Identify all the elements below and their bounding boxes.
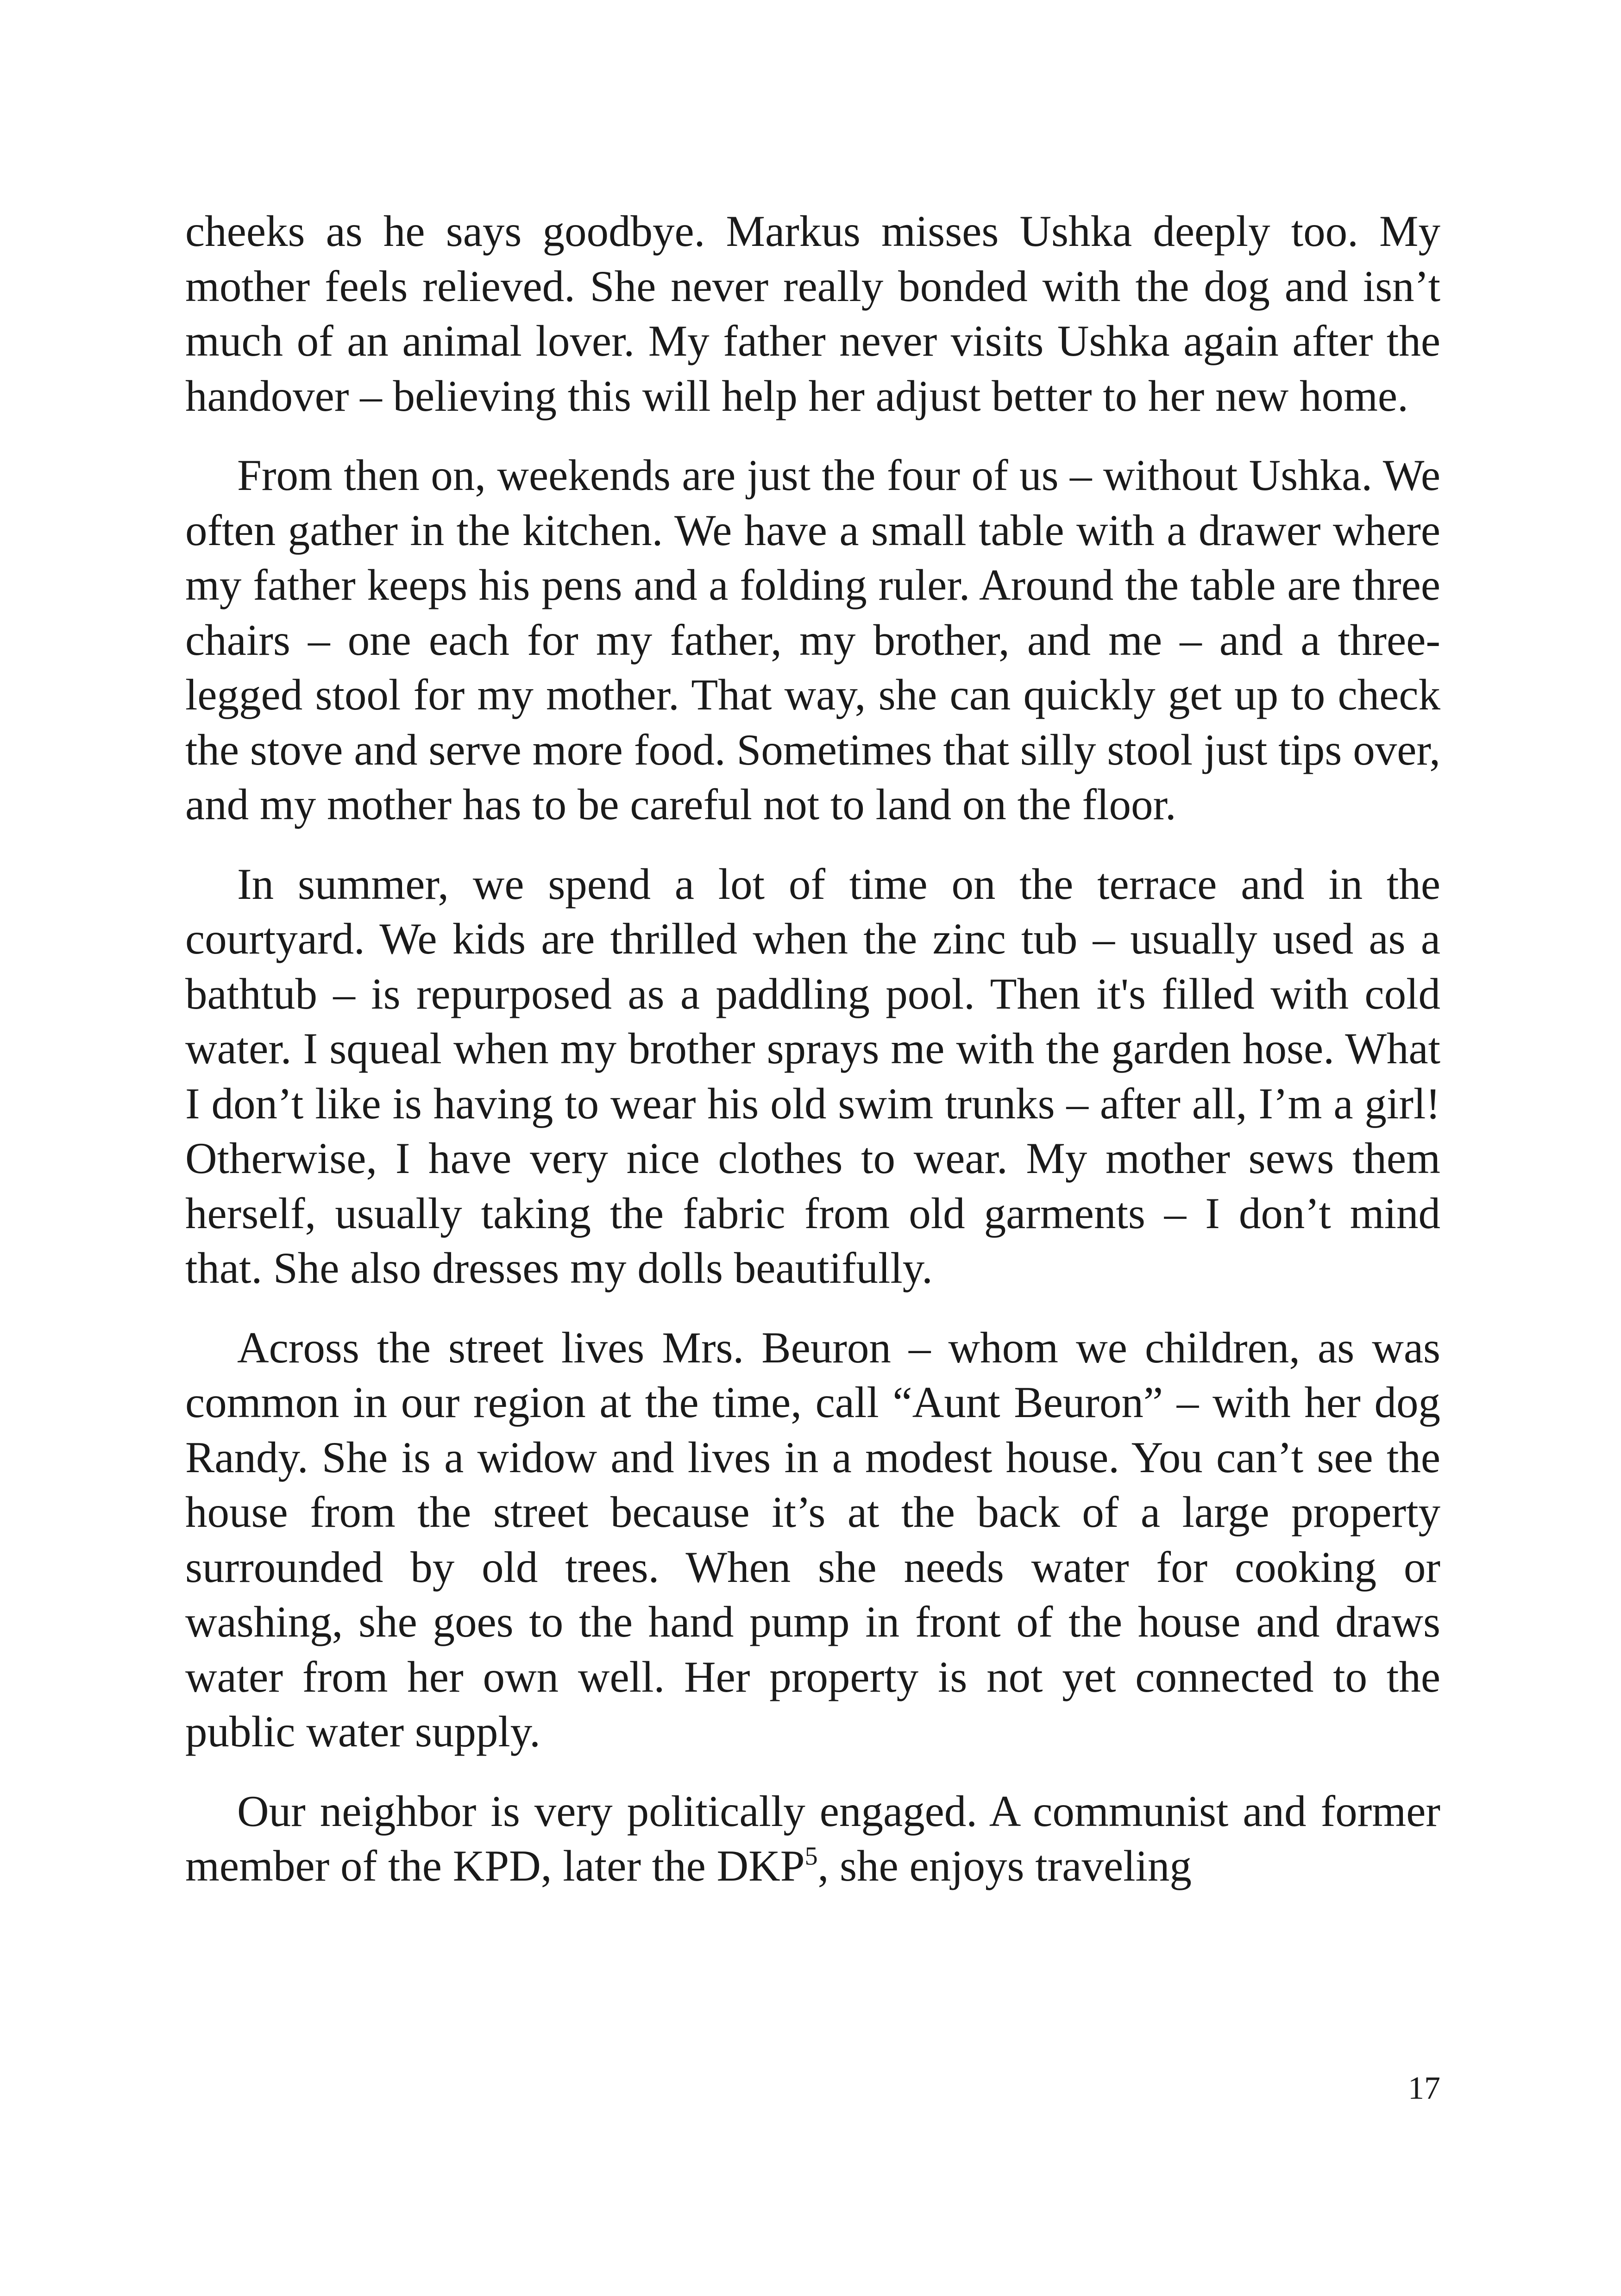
paragraph-4: Across the street lives Mrs. Beuron – whom we children, as was common in our region at the time, call “Aunt Beuron” – with her dog Randy. She is a widow and lives in a modest house. You can’t see the house from the street because it’s at the back of a large property surrounded by old trees. When she needs water for cooking or washing, she goes to the hand pump in front of the house and draws water from her own well. Her property is not yet connected to the public water supply.	[185, 1323, 1440, 1756]
page-body	[185, 204, 1440, 2149]
paragraph-1: cheeks as he says goodbye. Markus misses Ushka deeply too. My mother feels relieved. She never really bonded with the dog and isn’t much of an animal lover. My father never visits Ushka again after the handover – believing this will help her adjust better to her new home.	[185, 207, 1440, 420]
paragraph-2: From then on, weekends are just the four of us – without Ushka. We often gather in the kitchen. We have a small table with a drawer where my father keeps his pens and a folding ruler. Around the table are three chairs – one each for my father, my brother, and me – and a three-legged stool for my mother. That way, she can quickly get up to check the stove and serve more food. Sometimes that silly stool just tips over, and my mother has to be careful not to land on the floor.	[185, 451, 1440, 829]
page-number: 17	[1408, 2070, 1440, 2106]
paragraph-3: In summer, we spend a lot of time on the terrace and in the courtyard. We kids are thrilled when the zinc tub – usually used as a bathtub – is repurposed as a paddling pool. Then it's filled with cold water. I squeal when my brother sprays me with the garden hose. What I don’t like is having to wear his old swim trunks – after all, I’m a girl! Otherwise, I have very nice clothes to wear. My mother sews them herself, usually taking the fabric from old garments – I don’t mind that. She also dresses my dolls beautifully.	[185, 859, 1440, 1292]
paragraph-5-text-after: , she enjoys traveling	[817, 1841, 1192, 1890]
paragraph-5	[185, 1784, 1440, 1894]
paragraph-5-text-before: Our neighbor is very politically engaged. A communist and former member of the KPD, later the DKP	[185, 1786, 1440, 1890]
footnote-marker: 5	[804, 1842, 818, 1871]
